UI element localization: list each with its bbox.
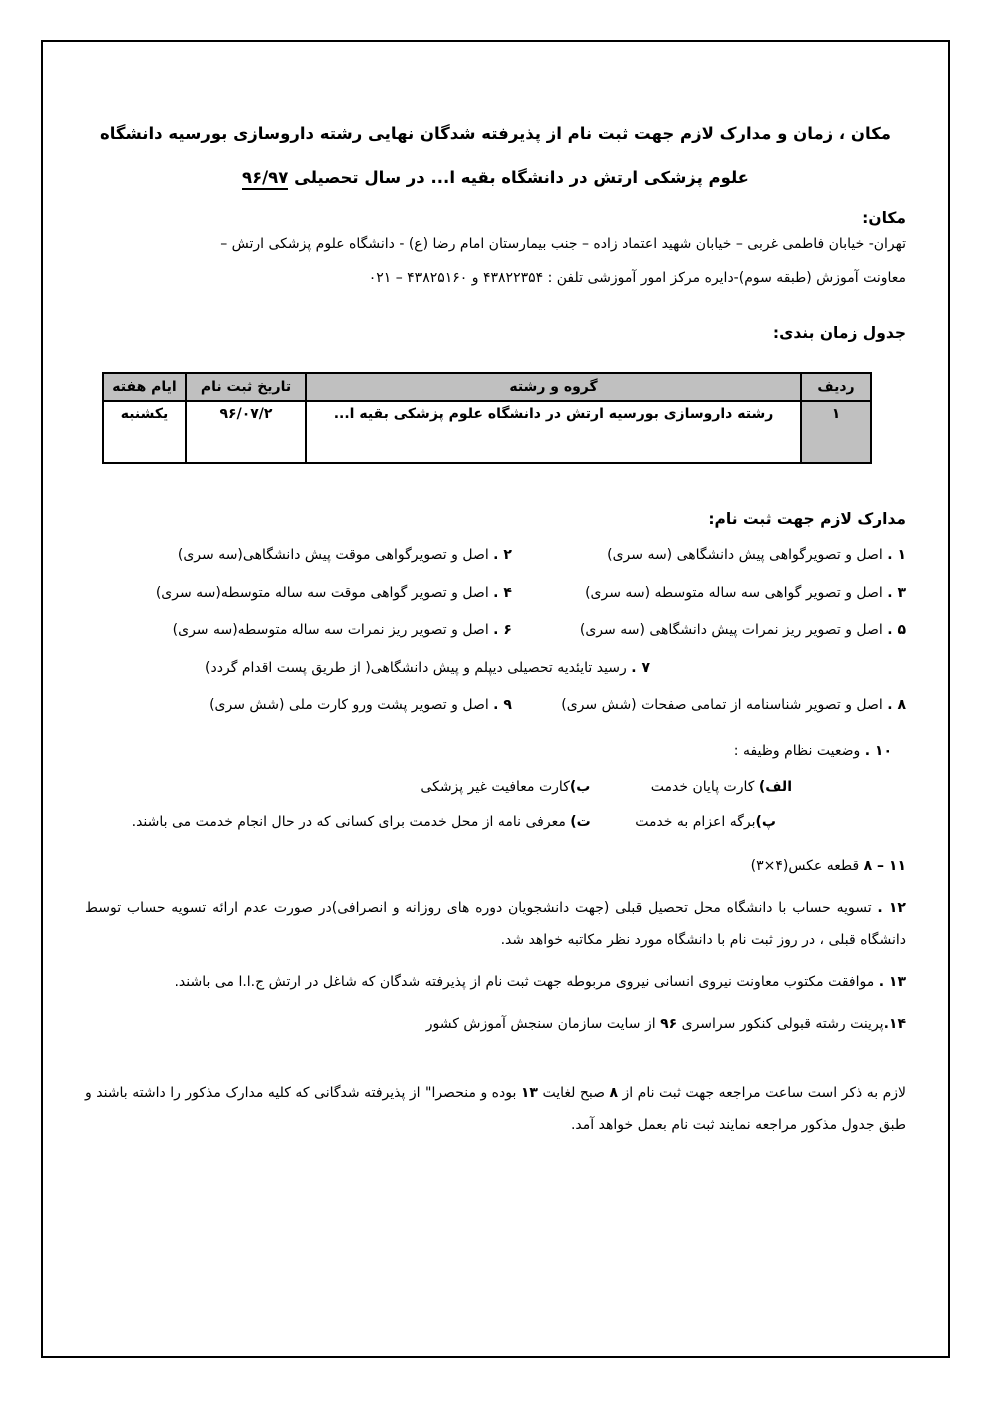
page-border (41, 40, 950, 1358)
item-number: ۵ . (887, 622, 906, 639)
note-text: صبح لغایت (537, 1084, 610, 1101)
item-number: ۹ . (493, 697, 512, 713)
academic-year: ۹۶/۹۷ (242, 168, 288, 190)
header-week-day: ایام هفته (103, 373, 186, 401)
option-text: کارت پایان خدمت (650, 778, 759, 795)
item-number: ۶ . (493, 622, 512, 639)
option-text: کارت معافیت غیر پزشکی (420, 778, 570, 795)
item-text: پرینت رشته قبولی کنکور سراسری (677, 1016, 884, 1033)
option-label: ت) (570, 814, 591, 831)
note-end-hour: ۱۳ (520, 1084, 538, 1101)
schedule-table (102, 372, 872, 464)
document-items-row (85, 544, 906, 566)
item-text: وضعیت نظام وظیفه : (733, 743, 865, 760)
header-row-number: ردیف (801, 373, 871, 401)
option-text: برگه اعزام به خدمت (635, 814, 756, 831)
note-text: لازم به ذکر است ساعت مراجعه جهت ثبت نام از (618, 1084, 906, 1101)
item-text: اصل و تصویر ریز نمرات سه ساله متوسطه(سه سری) (172, 622, 494, 639)
documents-list (85, 544, 906, 716)
item-number: ۱ . (887, 547, 906, 564)
document-items-row (85, 619, 906, 641)
schedule-header-row (103, 373, 871, 401)
item-text: اصل و تصویر شناسنامه از تمامی صفحات (شش سری) (561, 697, 888, 713)
item-text: از سایت سازمان سنجش آموزش کشور (425, 1016, 661, 1033)
item-number: ۱۲ . (877, 899, 906, 916)
military-status-section (85, 740, 906, 833)
cell-week-day: یکشنبه (103, 401, 186, 463)
konkur-item (85, 1008, 906, 1040)
military-option-t (132, 814, 591, 830)
military-options-row-2 (85, 811, 906, 833)
document-item-2 (85, 544, 512, 566)
address-line-2: معاونت آموزش (طبقه سوم)-دایره مرکز امور آموزشی تلفن : ۴۳۸۲۲۳۵۴ و ۴۳۸۲۵۱۶۰ – ۰۲۱ (368, 269, 906, 286)
military-option-b (420, 779, 590, 795)
item-text: تسویه حساب با دانشگاه محل تحصیل قبلی (جهت دانشجویان دوره های روزانه و انصرافی)در صورت عدم ارائه تسویه حساب توسط دانشگاه قبلی ، در روز ثبت نام با دانشگاه مورد نظر مکاتبه خواهد شد. (85, 899, 906, 948)
header-registration-date: تاریخ ثبت نام (186, 373, 306, 401)
documents-heading: مدارک لازم جهت ثبت نام: (708, 510, 906, 529)
clearance-item (85, 892, 906, 956)
military-option-p (635, 814, 776, 830)
item-text: موافقت مکتوب معاونت نیروی انسانی نیروی مربوطه جهت ثبت نام از پذیرفته شدگان که شاغل در ارتش ج.ا.ا می باشند. (174, 974, 879, 991)
document-item-5 (512, 619, 906, 641)
item-number: ۱۴. (883, 1016, 906, 1033)
document-item-4 (85, 582, 512, 604)
note-text: بوده و منحصرا" از پذیرفته شدگانی که کلیه مدارک مذکور را داشته باشند و طبق جدول مذکور مراجعه نمایند ثبت نام بعمل خواهد آمد. (85, 1084, 906, 1134)
item-number: ۲ . (493, 547, 512, 564)
item-text: اصل و تصویر گواهی سه ساله متوسطه (سه سری) (585, 584, 888, 601)
option-label: الف) (758, 778, 792, 795)
military-option-a (651, 779, 792, 795)
item-text: اصل و تصویر ریز نمرات پیش دانشگاهی (سه سری) (579, 622, 888, 639)
option-label: پ) (755, 814, 776, 831)
item-number: ۷ . (631, 659, 650, 676)
item-number: ۱۳ . (878, 974, 906, 991)
document-title (85, 112, 906, 199)
cell-row-number: ۱ (801, 401, 871, 463)
item-number: ۱۱ – ۸ (863, 857, 906, 874)
item-text: اصل و تصویرگواهی موقت پیش دانشگاهی(سه سری) (177, 547, 494, 564)
address-line-1: تهران- خیابان فاطمی غربی – خیابان شهید اعتماد زاده – جنب بیمارستان امام رضا (ع) - دانشگاه علوم پزشکی ارتش – (220, 236, 906, 253)
title-line-2 (85, 156, 906, 200)
item-text: رسید تایئدیه تحصیلی دیپلم و پیش دانشگاهی( از طریق پست اقدام گردد) (205, 659, 632, 676)
item-number: ۳ . (887, 584, 906, 601)
cell-group-field: رشته داروسازی بورسیه ارتش در دانشگاه علوم پزشکی بقیه ا... (306, 401, 801, 463)
approval-item (85, 966, 906, 998)
option-label: ب) (569, 778, 591, 795)
item-number: ۸ . (887, 697, 906, 713)
header-group-field: گروه و رشته (306, 373, 801, 401)
document-item-7 (85, 657, 906, 679)
item-text: اصل و تصویرگواهی پیش دانشگاهی (سه سری) (607, 547, 888, 564)
item-text: قطعه عکس(۴×۳) (750, 857, 864, 874)
title-line-2-text: علوم پزشکی ارتش در دانشگاه بقیه ا... در سال تحصیلی (288, 167, 749, 187)
document-item-8 (512, 694, 906, 716)
note-start-hour: ۸ (609, 1084, 619, 1101)
document-item-6 (85, 619, 512, 641)
item-number: ۴ . (493, 584, 512, 601)
military-options-row-1 (85, 776, 906, 798)
military-status-heading (85, 740, 906, 762)
item-number: ۱۰ . (864, 743, 892, 760)
document-item-1 (512, 544, 906, 566)
option-text: معرفی نامه از محل خدمت برای کسانی که در حال انجام خدمت می باشند. (131, 814, 571, 831)
cell-registration-date: ۹۶/۰۷/۲ (186, 401, 306, 463)
document-item-3 (512, 582, 906, 604)
document-item-9 (85, 694, 512, 716)
document-items-row (85, 694, 906, 716)
location-heading: مکان: (862, 209, 906, 228)
title-line-1: مکان ، زمان و مدارک لازم جهت ثبت نام از پذیرفته شدگان نهایی رشته داروسازی بورسیه دانشگاه (99, 124, 892, 143)
schedule-heading: جدول زمان بندی: (772, 324, 906, 343)
item-text: اصل و تصویر پشت ورو کارت ملی (شش سری) (209, 697, 494, 713)
konkur-year: ۹۶ (660, 1016, 678, 1033)
photo-item (85, 850, 906, 882)
closing-note (85, 1077, 906, 1143)
document-items-row (85, 582, 906, 604)
item-text: اصل و تصویر گواهی موقت سه ساله متوسطه(سه سری) (155, 584, 494, 601)
schedule-data-row (103, 401, 871, 463)
